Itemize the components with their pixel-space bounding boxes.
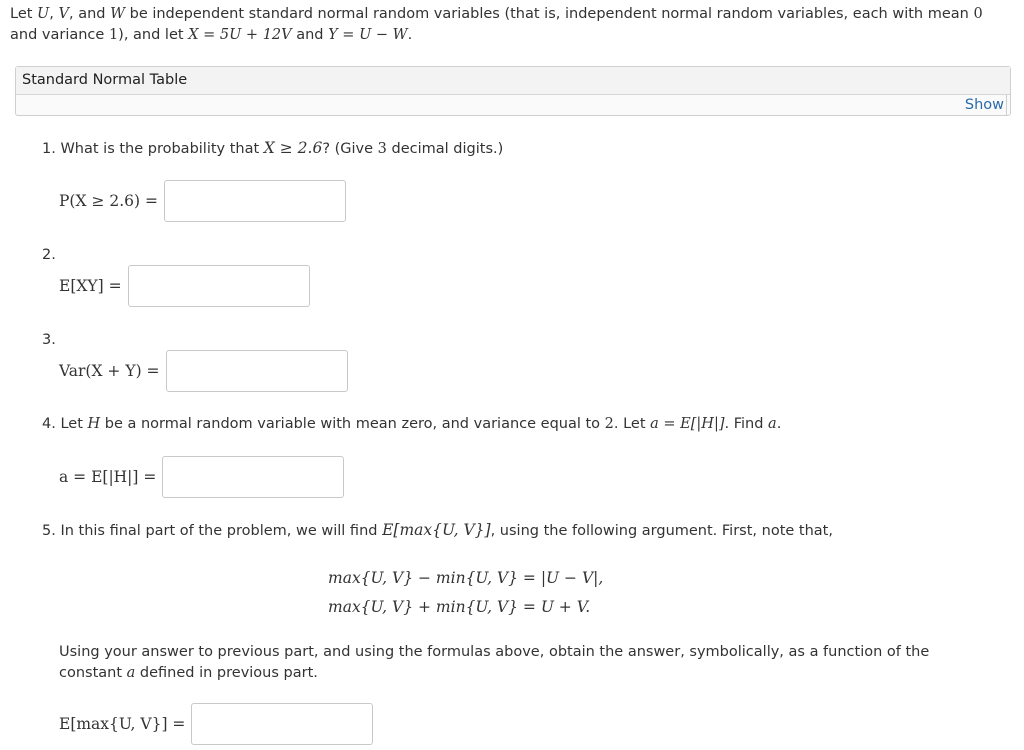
question-1-text-mid: ? (Give (322, 141, 378, 157)
question-5-var-a: a (126, 665, 136, 681)
question-5-paragraph-before: Using your answer to previous part, and using the formulas above, obtain the answer, symbolically, as a function of the constant (59, 644, 930, 681)
question-2-number: 2. (42, 247, 56, 263)
answer-3-label: Var(X + Y) = (59, 362, 160, 380)
show-table-button[interactable]: Show (963, 95, 1007, 115)
question-3-number: 3. (42, 332, 56, 348)
question-4-number: 4. (42, 416, 56, 432)
question-5-number: 5. (42, 523, 56, 539)
answer-4-label: a = E[|H|] = (59, 468, 157, 486)
intro-sep-1: , (49, 6, 59, 22)
question-1-math: X ≥ 2.6 (263, 139, 323, 157)
question-4-a-definition: a = E[|H|] (650, 416, 725, 432)
answer-3-input[interactable] (166, 350, 348, 392)
question-1-text-before: What is the probability that (55, 141, 264, 157)
answer-2-input[interactable] (128, 265, 310, 307)
answer-1-label: P(X ≥ 2.6) = (59, 192, 158, 210)
question-5-text-after: , using the following argument. First, note that, (490, 523, 833, 539)
standard-normal-table-panel (15, 66, 1011, 116)
x-definition: X = 5U + 12V (188, 27, 292, 43)
answer-4-row (59, 456, 344, 498)
answer-3-row (59, 350, 348, 392)
question-4 (42, 414, 781, 434)
question-5-paragraph (59, 642, 979, 684)
question-1-number: 1. (42, 141, 56, 157)
intro-text-6: . (407, 27, 413, 43)
question-5-text-before: In this final part of the problem, we will find (55, 523, 383, 539)
intro-text-1: Let (10, 6, 38, 22)
y-definition: Y = U − W (328, 27, 408, 43)
answer-5-row (59, 703, 373, 745)
question-4-text-after: . (776, 416, 782, 432)
question-1-text-after: decimal digits.) (386, 141, 504, 157)
mean-value: 0 (973, 6, 983, 22)
question-4-text-mid: be a normal random variable with mean zero, and variance equal to (100, 416, 605, 432)
answer-1-row (59, 180, 346, 222)
variance-value: 1 (108, 27, 119, 43)
question-5 (42, 520, 833, 541)
answer-5-label: E[max{U, V}] = (59, 715, 186, 733)
equation-2: max{U, V} + min{U, V} = U + V. (328, 598, 591, 616)
var-w: W (110, 6, 125, 22)
question-4-text-mid2: . Let (613, 416, 651, 432)
answer-2-label: E[XY] = (59, 277, 122, 295)
answer-1-input[interactable] (164, 180, 346, 222)
answer-4-input[interactable] (162, 456, 344, 498)
var-u: U (37, 6, 50, 22)
answer-5-input[interactable] (191, 703, 373, 745)
answer-2-row (59, 265, 310, 307)
intro-text-2: be independent standard normal random variables (that is, independent normal random variables, each with mean (125, 6, 974, 22)
intro-sep-2: , and (68, 6, 111, 22)
equation-1: max{U, V} − min{U, V} = |U − V|, (328, 569, 604, 587)
var-v: V (58, 6, 69, 22)
problem-intro (10, 4, 1000, 46)
question-5-paragraph-after: defined in previous part. (135, 665, 318, 681)
question-4-text-before: Let (55, 416, 88, 432)
question-1 (42, 138, 503, 159)
var-h: H (87, 416, 101, 432)
question-4-var-a: a (768, 416, 777, 432)
max-min-equations (328, 564, 603, 622)
intro-text-5: and (291, 27, 329, 43)
question-5-math: E[max{U, V}] (382, 521, 491, 539)
intro-text-3: and variance (10, 27, 109, 43)
standard-normal-table-title: Standard Normal Table (16, 67, 1010, 95)
intro-text-4: ), and let (118, 27, 189, 43)
question-4-text-mid3: . Find (724, 416, 769, 432)
question-1-digits: 3 (377, 141, 387, 157)
question-4-variance: 2 (604, 416, 614, 432)
